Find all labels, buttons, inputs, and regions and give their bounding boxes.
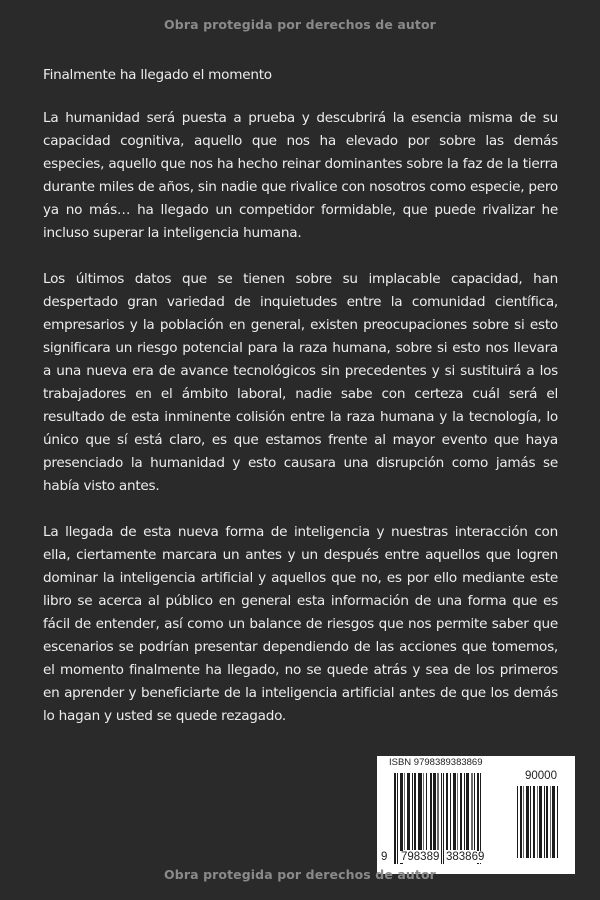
copyright-watermark-top: Obra protegida por derechos de autor	[164, 17, 436, 32]
isbn-label: ISBN 9798389383869	[389, 757, 483, 768]
back-cover-text	[43, 64, 558, 751]
blurb-paragraph-1: La humanidad será puesta a prueba y descubrirá la esencia misma de su capacidad cognitiva, aquello que nos ha elevado por sobre las demás especies, aquello que nos ha hecho reinar dominantes sobre la faz de la tierra durante miles de años, sin nadie que rivalice con nosotros como especie, pero ya no más… ha llegado un competidor formidable, que puede rivalizar he incluso superar la inteligencia humana.	[43, 110, 558, 241]
price-addon-label: 90000	[525, 770, 557, 782]
blurb-paragraph-2: Los últimos datos que se tienen sobre su implacable capacidad, han despertado gran variedad de inquietudes entre la comunidad científica, empresarios y la población en general, existen preocupaciones sobre si esto significara un riesgo potencial para la raza humana, sobre si esto nos llevara a una nueva era de avance tecnológicos sin precedentes y si sustituirá a los trabajadores en el ámbito laboral, nadie sabe con certeza cuál será el resultado de esta inminente colisión entre la raza humana y la tecnología, lo único que sí está claro, es que estamos frente al mayor evento que haya presenciado la humanidad y esto causara una disrupción como jamás se había visto antes.	[43, 271, 558, 494]
barcode-lead-digit: 9	[381, 851, 388, 863]
blurb-paragraph-3: La llegada de esta nueva forma de inteligencia y nuestras interacción con ella, ciertamente marcara un antes y un después entre aquellos que logren dominar la inteligencia artificial y aquellos que no, es por ello mediante este libro se acerca al público en general esta información de una forma que es fácil de entender, así como un balance de riesgos que nos permite saber que escenarios se podrían presentar dependiendo de las acciones que tomemos, el momento finalmente ha llegado, no se quede atrás y sea de los primeros en aprender y beneficiarte de la inteligencia artificial antes de que los demás lo hagan y usted se quede rezagado.	[43, 524, 558, 724]
barcode-addon-bars	[517, 786, 569, 858]
blurb-title: Finalmente ha llegado el momento	[43, 67, 272, 83]
barcode-digit-group-2: 383869	[446, 851, 485, 863]
isbn-barcode	[377, 756, 575, 874]
barcode-digit-group-1: 798389	[401, 851, 440, 863]
copyright-watermark-bottom: Obra protegida por derechos de autor	[164, 867, 436, 882]
